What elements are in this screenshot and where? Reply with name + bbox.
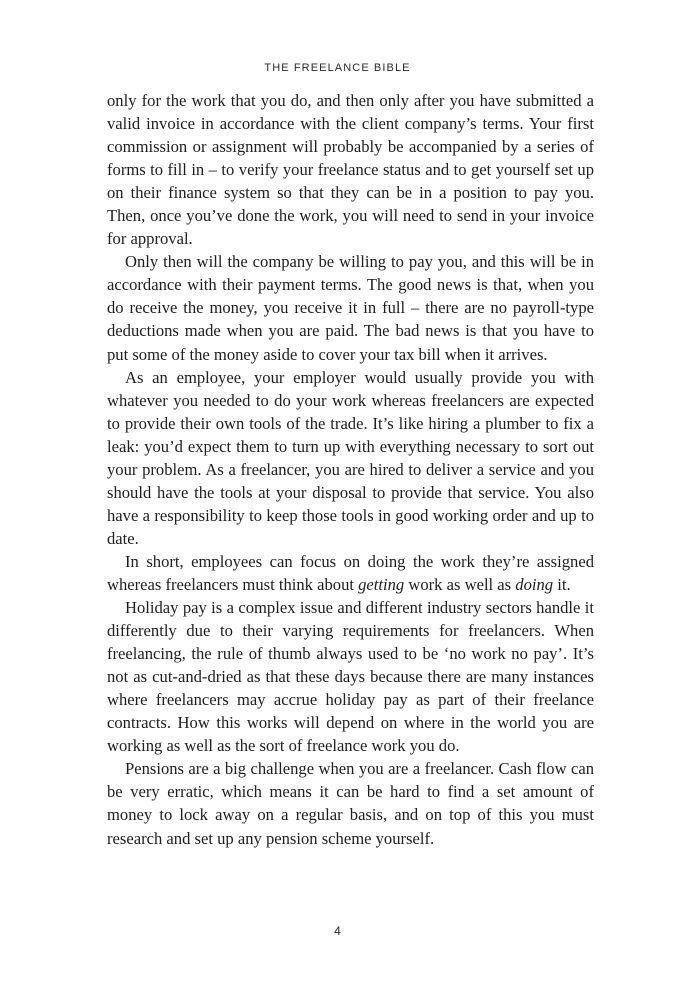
paragraph-tools-of-trade: As an employee, your employer would usually provide you with whatever you needed to do your work whereas freelancers are expected to provide their own tools of the trade. It’s like hiring a plumber to fix a leak: you’d expect them to turn up with everything necessary to sort out your problem. As a freelancer, you are hired to deliver a service and you should have the tools at your disposal to provide that service. You also have a responsibility to keep those tools in good working order and up to date. <box>107 367 594 548</box>
body-text <box>107 89 594 850</box>
running-head: THE FREELANCE BIBLE <box>264 62 411 74</box>
paragraph-pensions: Pensions are a big challenge when you are a freelancer. Cash flow can be very erratic, which means it can be hard to find a set amount of money to lock away on a regular basis, and on top of this you must research and set up any pension scheme yourself. <box>107 759 594 848</box>
paragraph-payment-terms: Only then will the company be willing to pay you, and this will be in accordance with their payment terms. The good news is that, when you do receive the money, you receive it in full – there are no payroll-type deductions made when you are paid. The bad news is that you have to put some of the money aside to cover your tax bill when it arrives. <box>107 252 594 364</box>
text-run: In short, employees can focus on doing the work they’re assigned whereas freelancers must think about <box>107 551 594 594</box>
paragraph-continuation: only for the work that you do, and then only after you have submitted a valid invoice in accordance with the client company’s terms. Your first commission or assignment will probably be accompanied by a series of forms to fill in – to verify your freelance status and to get yourself set up on their finance system so that they can be in a position to pay you. Then, once you’ve done the work, you will need to send in your invoice for approval. <box>107 91 594 249</box>
text-run: work as well as <box>404 574 516 594</box>
emphasis-getting: getting <box>358 574 405 594</box>
page-number: 4 <box>334 924 341 938</box>
paragraph-in-short <box>107 550 594 596</box>
paragraph-holiday-pay: Holiday pay is a complex issue and different industry sectors handle it differently due to their varying requirements for freelancers. When freelancing, the rule of thumb always used to be ‘no work no pay’. It’s not as cut-and-dried as that these days because there are many instances where freelancers may accrue holiday pay as part of their freelance contracts. How this works will depend on where in the world you are working as well as the sort of freelance work you do. <box>107 598 594 756</box>
text-run: it. <box>553 574 571 594</box>
emphasis-doing: doing <box>515 574 554 594</box>
